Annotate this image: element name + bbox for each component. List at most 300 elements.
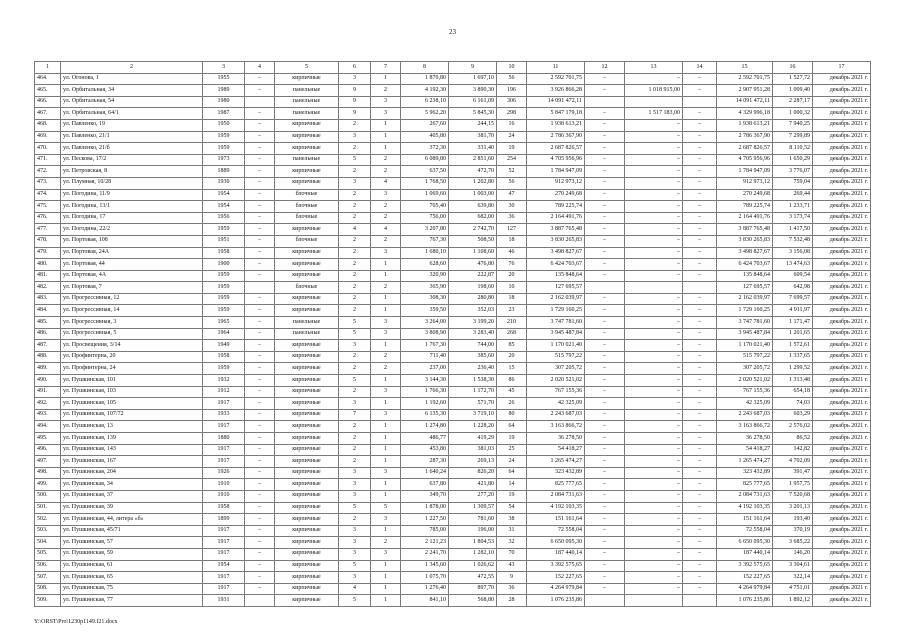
cell-living-area: 1 202,80 bbox=[449, 177, 497, 189]
cell-total-area: 711,40 bbox=[401, 351, 449, 363]
cell-residents: 54 bbox=[497, 502, 527, 514]
cell-owner-funds: 3 887 765,48 bbox=[717, 224, 773, 236]
cell-completion-date: декабрь 2021 г. bbox=[813, 548, 871, 560]
cell-wall-material: кирпичные bbox=[275, 351, 339, 363]
cell-wall-material: кирпичные bbox=[275, 166, 339, 178]
cell-wall-material: кирпичные bbox=[275, 456, 339, 468]
table-row bbox=[35, 351, 871, 363]
cell-col-14: – bbox=[683, 177, 717, 189]
cell-col-4: – bbox=[245, 259, 275, 271]
cell-row-number: 496. bbox=[35, 444, 61, 456]
cell-row-number: 478. bbox=[35, 235, 61, 247]
cell-address: ул. Просвещения, 3/14 bbox=[61, 340, 203, 352]
cell-col-14 bbox=[683, 282, 717, 294]
cell-floors: 4 bbox=[339, 583, 371, 595]
cell-entrances: 3 bbox=[371, 108, 401, 120]
cell-completion-date: декабрь 2021 г. bbox=[813, 456, 871, 468]
cell-living-area: 1 108,60 bbox=[449, 247, 497, 259]
cell-wall-material: блочные bbox=[275, 282, 339, 294]
cell-entrances: 3 bbox=[371, 548, 401, 560]
cell-completion-date: декабрь 2021 г. bbox=[813, 317, 871, 329]
cell-wall-material: панельные bbox=[275, 108, 339, 120]
cell-floors: 2 bbox=[339, 293, 371, 305]
cell-row-number: 470. bbox=[35, 143, 61, 155]
cell-entrances: 2 bbox=[371, 351, 401, 363]
cell-cost-per-sqm: 1 171,47 bbox=[773, 317, 813, 329]
cell-col-14: – bbox=[683, 467, 717, 479]
cell-residents: 16 bbox=[497, 119, 527, 131]
cell-address: ул. Пушкинская, 139 bbox=[61, 433, 203, 445]
cell-residents: 254 bbox=[497, 154, 527, 166]
cell-col-14: – bbox=[683, 456, 717, 468]
cell-col-12: – bbox=[585, 548, 625, 560]
cell-cost-total: 825 777,65 bbox=[527, 479, 585, 491]
table-row bbox=[35, 96, 871, 108]
cell-cost-per-sqm: 3 173,74 bbox=[773, 212, 813, 224]
column-number-2: 2 bbox=[61, 62, 203, 74]
cell-fund-amount: – bbox=[625, 386, 683, 398]
cell-residents: 30 bbox=[497, 201, 527, 213]
cell-build-year: 1973 bbox=[203, 154, 245, 166]
column-number-9: 9 bbox=[449, 62, 497, 74]
cell-fund-amount: – bbox=[625, 235, 683, 247]
cell-address: ул. Пушкинская, 13 bbox=[61, 421, 203, 433]
cell-row-number: 492. bbox=[35, 398, 61, 410]
cell-total-area: 767,30 bbox=[401, 235, 449, 247]
cell-build-year: 1980 bbox=[203, 96, 245, 108]
cell-entrances: 1 bbox=[371, 73, 401, 85]
cell-residents: 38 bbox=[497, 514, 527, 526]
cell-entrances: 2 bbox=[371, 166, 401, 178]
cell-total-area: 841,10 bbox=[401, 595, 449, 607]
cell-owner-funds: 323 432,89 bbox=[717, 467, 773, 479]
cell-row-number: 507. bbox=[35, 572, 61, 584]
cell-residents: 298 bbox=[497, 108, 527, 120]
cell-owner-funds: 54 418,27 bbox=[717, 444, 773, 456]
cell-residents: 36 bbox=[497, 583, 527, 595]
cell-row-number: 486. bbox=[35, 328, 61, 340]
table-row bbox=[35, 444, 871, 456]
cell-floors: 5 bbox=[339, 595, 371, 607]
cell-floors: 3 bbox=[339, 479, 371, 491]
cell-col-14: – bbox=[683, 502, 717, 514]
column-number-3: 3 bbox=[203, 62, 245, 74]
cell-floors: 2 bbox=[339, 235, 371, 247]
cell-wall-material: кирпичные bbox=[275, 525, 339, 537]
cell-col-12: – bbox=[585, 108, 625, 120]
cell-col-14: – bbox=[683, 444, 717, 456]
cell-entrances: 1 bbox=[371, 595, 401, 607]
cell-living-area: 476,80 bbox=[449, 259, 497, 271]
cell-residents: 127 bbox=[497, 224, 527, 236]
cell-col-12: – bbox=[585, 375, 625, 387]
cell-residents: 43 bbox=[497, 560, 527, 572]
cell-cost-total: 6 650 095,30 bbox=[527, 537, 585, 549]
cell-build-year: 1917 bbox=[203, 583, 245, 595]
cell-residents: 18 bbox=[497, 293, 527, 305]
cell-total-area: 1 870,80 bbox=[401, 73, 449, 85]
cell-col-14: – bbox=[683, 583, 717, 595]
cell-address: ул. Пушкинская, 45/71 bbox=[61, 525, 203, 537]
cell-completion-date: декабрь 2021 г. bbox=[813, 595, 871, 607]
cell-fund-amount: – bbox=[625, 548, 683, 560]
cell-floors: 3 bbox=[339, 490, 371, 502]
cell-address: ул. Пескова, 17/2 bbox=[61, 154, 203, 166]
cell-address: ул. Пушкинская, 103 bbox=[61, 386, 203, 398]
cell-cost-per-sqm: 7 532,48 bbox=[773, 235, 813, 247]
cell-owner-funds: 2 164 491,76 bbox=[717, 212, 773, 224]
cell-address: ул. Профинтерна, 24 bbox=[61, 363, 203, 375]
cell-entrances: 5 bbox=[371, 502, 401, 514]
cell-fund-amount: – bbox=[625, 351, 683, 363]
cell-col-12: – bbox=[585, 305, 625, 317]
cell-cost-total: 2 592 701,75 bbox=[527, 73, 585, 85]
cell-living-area: 381,03 bbox=[449, 444, 497, 456]
cell-col-4: – bbox=[245, 212, 275, 224]
cell-total-area: 453,80 bbox=[401, 444, 449, 456]
cell-total-area: 6 089,80 bbox=[401, 154, 449, 166]
cell-col-12: – bbox=[585, 444, 625, 456]
cell-address: ул. Погодина, 13/1 bbox=[61, 201, 203, 213]
cell-wall-material: кирпичные bbox=[275, 398, 339, 410]
cell-floors: 2 bbox=[339, 143, 371, 155]
cell-col-14: – bbox=[683, 201, 717, 213]
cell-living-area: 198,60 bbox=[449, 282, 497, 294]
cell-address: ул. Пушкинская, 57 bbox=[61, 537, 203, 549]
cell-entrances: 1 bbox=[371, 305, 401, 317]
cell-completion-date: декабрь 2021 г. bbox=[813, 433, 871, 445]
cell-build-year: 1955 bbox=[203, 73, 245, 85]
cell-col-4: – bbox=[245, 154, 275, 166]
cell-completion-date: декабрь 2021 г. bbox=[813, 560, 871, 572]
cell-total-area: 1 680,10 bbox=[401, 247, 449, 259]
cell-cost-total: 1 729 160,25 bbox=[527, 305, 585, 317]
cell-col-14: – bbox=[683, 131, 717, 143]
cell-floors: 2 bbox=[339, 421, 371, 433]
cell-row-number: 475. bbox=[35, 201, 61, 213]
cell-completion-date: декабрь 2021 г. bbox=[813, 490, 871, 502]
cell-cost-per-sqm: 86,52 bbox=[773, 433, 813, 445]
cell-build-year: 1959 bbox=[203, 282, 245, 294]
cell-completion-date: декабрь 2021 г. bbox=[813, 351, 871, 363]
cell-row-number: 473. bbox=[35, 177, 61, 189]
cell-build-year: 1900 bbox=[203, 259, 245, 271]
cell-total-area: 756,00 bbox=[401, 212, 449, 224]
table-row bbox=[35, 433, 871, 445]
cell-address: ул. Прогрессивная, 14 bbox=[61, 305, 203, 317]
cell-owner-funds: 72 558,04 bbox=[717, 525, 773, 537]
table-row bbox=[35, 305, 871, 317]
cell-residents: 52 bbox=[497, 166, 527, 178]
cell-total-area: 308,30 bbox=[401, 293, 449, 305]
cell-build-year: 1959 bbox=[203, 305, 245, 317]
cell-row-number: 464. bbox=[35, 73, 61, 85]
cell-entrances: 2 bbox=[371, 154, 401, 166]
cell-address: ул. Профинтерна, 20 bbox=[61, 351, 203, 363]
cell-living-area: 352,03 bbox=[449, 305, 497, 317]
cell-living-area: 639,80 bbox=[449, 201, 497, 213]
table-row bbox=[35, 131, 871, 143]
cell-address: ул. Пушкинская, 75 bbox=[61, 583, 203, 595]
cell-wall-material: кирпичные bbox=[275, 537, 339, 549]
cell-cost-total: 135 848,64 bbox=[527, 270, 585, 282]
cell-floors: 2 bbox=[339, 351, 371, 363]
cell-owner-funds: 1 729 160,25 bbox=[717, 305, 773, 317]
cell-living-area: 568,80 bbox=[449, 595, 497, 607]
cell-col-14: – bbox=[683, 85, 717, 97]
cell-fund-amount bbox=[625, 96, 683, 108]
cell-residents: 56 bbox=[497, 73, 527, 85]
cell-col-4: – bbox=[245, 375, 275, 387]
cell-col-12: – bbox=[585, 351, 625, 363]
cell-entrances: 4 bbox=[371, 224, 401, 236]
cell-living-area: 277,20 bbox=[449, 490, 497, 502]
column-number-15: 15 bbox=[717, 62, 773, 74]
cell-cost-total: 3 163 866,72 bbox=[527, 421, 585, 433]
cell-wall-material: блочные bbox=[275, 235, 339, 247]
cell-completion-date: декабрь 2021 г. bbox=[813, 73, 871, 85]
cell-cost-total: 1 170 021,40 bbox=[527, 340, 585, 352]
cell-cost-per-sqm: 609,54 bbox=[773, 270, 813, 282]
cell-floors: 5 bbox=[339, 560, 371, 572]
cell-cost-per-sqm: 4 911,97 bbox=[773, 305, 813, 317]
cell-col-4: – bbox=[245, 270, 275, 282]
cell-wall-material: кирпичные bbox=[275, 305, 339, 317]
cell-wall-material: кирпичные bbox=[275, 73, 339, 85]
cell-cost-per-sqm: 1 337,65 bbox=[773, 351, 813, 363]
cell-completion-date: декабрь 2021 г. bbox=[813, 259, 871, 271]
cell-col-4: – bbox=[245, 235, 275, 247]
cell-col-12: – bbox=[585, 131, 625, 143]
cell-row-number: 506. bbox=[35, 560, 61, 572]
cell-owner-funds: 1 076 235,86 bbox=[717, 595, 773, 607]
cell-total-area: 2 241,70 bbox=[401, 548, 449, 560]
cell-living-area: 1 026,62 bbox=[449, 560, 497, 572]
cell-row-number: 476. bbox=[35, 212, 61, 224]
cell-owner-funds: 2 687 826,57 bbox=[717, 143, 773, 155]
table-row bbox=[35, 421, 871, 433]
cell-col-4: – bbox=[245, 247, 275, 259]
cell-cost-total: 270 249,68 bbox=[527, 189, 585, 201]
cell-wall-material: блочные bbox=[275, 201, 339, 213]
cell-cost-per-sqm: 1 650,29 bbox=[773, 154, 813, 166]
cell-col-4: – bbox=[245, 143, 275, 155]
cell-address: ул. Погодина, 17 bbox=[61, 212, 203, 224]
cell-living-area: 3 199,20 bbox=[449, 317, 497, 329]
cell-cost-per-sqm: 1 000,32 bbox=[773, 108, 813, 120]
cell-living-area: 826,20 bbox=[449, 467, 497, 479]
cell-build-year: 1954 bbox=[203, 560, 245, 572]
cell-col-12: – bbox=[585, 386, 625, 398]
table-row bbox=[35, 560, 871, 572]
cell-residents: 18 bbox=[497, 235, 527, 247]
cell-fund-amount: – bbox=[625, 143, 683, 155]
cell-wall-material: кирпичные bbox=[275, 340, 339, 352]
cell-address: ул. Пушкинская, 61 bbox=[61, 560, 203, 572]
cell-cost-per-sqm: 269,44 bbox=[773, 189, 813, 201]
cell-cost-total: 36 278,50 bbox=[527, 433, 585, 445]
cell-col-12: – bbox=[585, 467, 625, 479]
cell-cost-total: 72 558,04 bbox=[527, 525, 585, 537]
cell-row-number: 483. bbox=[35, 293, 61, 305]
cell-build-year: 1930 bbox=[203, 177, 245, 189]
cell-cost-total: 2 162 039,97 bbox=[527, 293, 585, 305]
cell-living-area: 280,80 bbox=[449, 293, 497, 305]
cell-completion-date: декабрь 2021 г. bbox=[813, 305, 871, 317]
cell-wall-material: блочные bbox=[275, 189, 339, 201]
cell-completion-date: декабрь 2021 г. bbox=[813, 525, 871, 537]
cell-address: ул. Пушкинская, 59 bbox=[61, 548, 203, 560]
cell-wall-material: кирпичные bbox=[275, 131, 339, 143]
cell-col-12: – bbox=[585, 560, 625, 572]
cell-owner-funds: 825 777,65 bbox=[717, 479, 773, 491]
cell-fund-amount: – bbox=[625, 514, 683, 526]
table-row bbox=[35, 479, 871, 491]
cell-col-14: – bbox=[683, 560, 717, 572]
cell-address: ул. Прогрессивная, 3 bbox=[61, 317, 203, 329]
cell-entrances: 2 bbox=[371, 201, 401, 213]
table-row bbox=[35, 224, 871, 236]
cell-wall-material: кирпичные bbox=[275, 548, 339, 560]
cell-cost-total: 1 784 947,09 bbox=[527, 166, 585, 178]
cell-fund-amount bbox=[625, 282, 683, 294]
cell-fund-amount: – bbox=[625, 154, 683, 166]
cell-owner-funds: 3 498 827,67 bbox=[717, 247, 773, 259]
cell-residents: 76 bbox=[497, 259, 527, 271]
cell-address: ул. Пушкинская, 77 bbox=[61, 595, 203, 607]
cell-col-14: – bbox=[683, 548, 717, 560]
cell-build-year: 1959 bbox=[203, 224, 245, 236]
cell-row-number: 504. bbox=[35, 537, 61, 549]
cell-cost-per-sqm: 1 892,12 bbox=[773, 595, 813, 607]
cell-col-12: – bbox=[585, 224, 625, 236]
cell-col-12 bbox=[585, 595, 625, 607]
cell-completion-date: декабрь 2021 г. bbox=[813, 514, 871, 526]
cell-col-12: – bbox=[585, 177, 625, 189]
cell-total-area: 3 144,30 bbox=[401, 375, 449, 387]
cell-entrances: 1 bbox=[371, 293, 401, 305]
cell-cost-total: 2 786 367,90 bbox=[527, 131, 585, 143]
table-row bbox=[35, 548, 871, 560]
cell-col-4: – bbox=[245, 131, 275, 143]
cell-col-4: – bbox=[245, 328, 275, 340]
cell-total-area: 1 276,40 bbox=[401, 583, 449, 595]
cell-living-area: 744,00 bbox=[449, 340, 497, 352]
cell-owner-funds: 2 592 701,75 bbox=[717, 73, 773, 85]
cell-build-year: 1917 bbox=[203, 421, 245, 433]
cell-entrances: 1 bbox=[371, 259, 401, 271]
cell-row-number: 489. bbox=[35, 363, 61, 375]
cell-residents: 70 bbox=[497, 548, 527, 560]
cell-wall-material: кирпичные bbox=[275, 502, 339, 514]
cell-entrances: 1 bbox=[371, 560, 401, 572]
cell-living-area: 1 697,10 bbox=[449, 73, 497, 85]
cell-owner-funds: 14 091 472,11 bbox=[717, 96, 773, 108]
cell-cost-total: 4 192 103,35 bbox=[527, 502, 585, 514]
cell-cost-total: 5 847 179,18 bbox=[527, 108, 585, 120]
cell-owner-funds: 4 264 979,84 bbox=[717, 583, 773, 595]
cell-completion-date: декабрь 2021 г. bbox=[813, 108, 871, 120]
cell-col-4: – bbox=[245, 421, 275, 433]
cell-col-12: – bbox=[585, 479, 625, 491]
cell-col-4: – bbox=[245, 363, 275, 375]
cell-col-14: – bbox=[683, 572, 717, 584]
cell-owner-funds: 1 938 613,21 bbox=[717, 119, 773, 131]
cell-build-year: 1932 bbox=[203, 375, 245, 387]
cell-build-year: 1989 bbox=[203, 85, 245, 97]
cell-floors: 2 bbox=[339, 456, 371, 468]
cell-floors: 5 bbox=[339, 317, 371, 329]
cell-col-12: – bbox=[585, 235, 625, 247]
cell-cost-total: 515 797,22 bbox=[527, 351, 585, 363]
cell-entrances: 3 bbox=[371, 467, 401, 479]
cell-address: ул. Портовая, 4А bbox=[61, 270, 203, 282]
cell-col-12: – bbox=[585, 189, 625, 201]
cell-cost-total: 307 205,72 bbox=[527, 363, 585, 375]
cell-col-12: – bbox=[585, 572, 625, 584]
cell-cost-per-sqm: 1 313,48 bbox=[773, 375, 813, 387]
cell-owner-funds: 4 329 996,18 bbox=[717, 108, 773, 120]
cell-entrances: 1 bbox=[371, 444, 401, 456]
table-row bbox=[35, 328, 871, 340]
cell-row-number: 500. bbox=[35, 490, 61, 502]
cell-floors: 3 bbox=[339, 548, 371, 560]
cell-address: ул. Пушкинская, 167 bbox=[61, 456, 203, 468]
cell-fund-amount: – bbox=[625, 317, 683, 329]
cell-cost-total: 3 392 575,65 bbox=[527, 560, 585, 572]
cell-build-year: 1933 bbox=[203, 409, 245, 421]
cell-owner-funds: 2 243 687,03 bbox=[717, 409, 773, 421]
cell-build-year: 1987 bbox=[203, 108, 245, 120]
cell-living-area: 1 309,57 bbox=[449, 502, 497, 514]
cell-completion-date: декабрь 2021 г. bbox=[813, 247, 871, 259]
cell-completion-date: декабрь 2021 г. bbox=[813, 467, 871, 479]
cell-completion-date: декабрь 2021 г. bbox=[813, 328, 871, 340]
cell-wall-material: кирпичные bbox=[275, 119, 339, 131]
cell-wall-material: панельные bbox=[275, 96, 339, 108]
cell-living-area: 5 845,30 bbox=[449, 108, 497, 120]
cell-total-area: 785,00 bbox=[401, 525, 449, 537]
cell-row-number: 474. bbox=[35, 189, 61, 201]
cell-cost-per-sqm: 7 299,89 bbox=[773, 131, 813, 143]
cell-wall-material: кирпичные bbox=[275, 444, 339, 456]
cell-owner-funds: 2 020 521,02 bbox=[717, 375, 773, 387]
cell-completion-date: декабрь 2021 г. bbox=[813, 363, 871, 375]
cell-living-area: 6 161,09 bbox=[449, 96, 497, 108]
cell-wall-material: панельные bbox=[275, 85, 339, 97]
cell-owner-funds: 3 945 487,84 bbox=[717, 328, 773, 340]
cell-build-year: 1917 bbox=[203, 398, 245, 410]
cell-living-area: 781,60 bbox=[449, 514, 497, 526]
cell-total-area: 287,30 bbox=[401, 456, 449, 468]
cell-col-14: – bbox=[683, 305, 717, 317]
cell-entrances: 1 bbox=[371, 375, 401, 387]
cell-build-year: 1958 bbox=[203, 247, 245, 259]
cell-entrances: 1 bbox=[371, 572, 401, 584]
cell-residents: 15 bbox=[497, 363, 527, 375]
column-number-4: 4 bbox=[245, 62, 275, 74]
column-number-1: 1 bbox=[35, 62, 61, 74]
cell-col-14: – bbox=[683, 119, 717, 131]
table-row bbox=[35, 189, 871, 201]
cell-total-area: 628,60 bbox=[401, 259, 449, 271]
cell-entrances: 1 bbox=[371, 479, 401, 491]
cell-row-number: 505. bbox=[35, 548, 61, 560]
cell-residents: 9 bbox=[497, 572, 527, 584]
cell-owner-funds: 42 325,09 bbox=[717, 398, 773, 410]
cell-col-4: – bbox=[245, 433, 275, 445]
cell-col-14: – bbox=[683, 537, 717, 549]
